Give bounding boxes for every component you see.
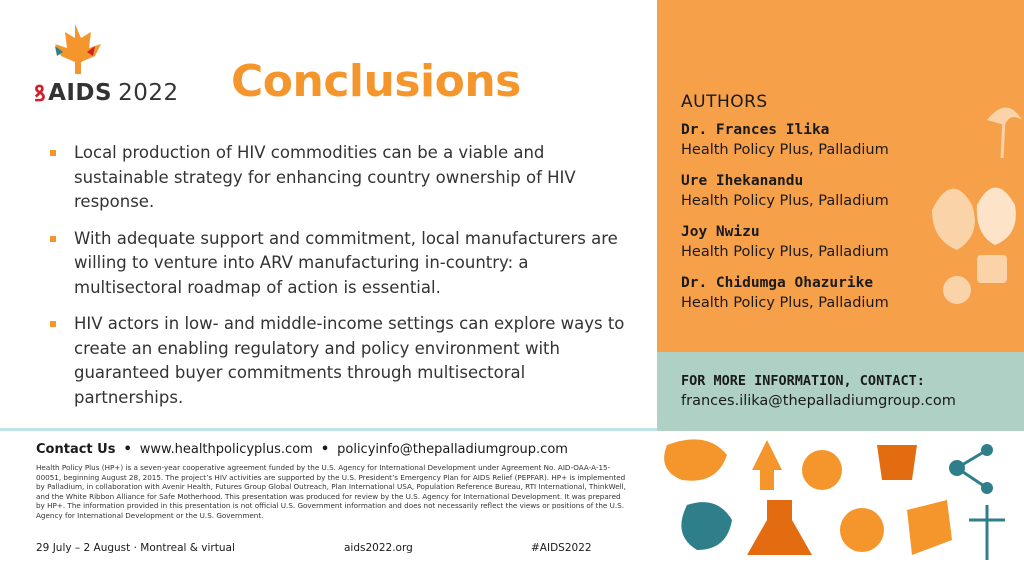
author-entry [681, 273, 889, 313]
author-org: Health Policy Plus, Palladium [681, 244, 889, 260]
cup-icon [877, 445, 917, 480]
logo-year: 2022 [118, 80, 179, 106]
author-entry [681, 120, 889, 160]
divider [0, 428, 657, 431]
list-item [48, 141, 638, 215]
aids-2022-logo [34, 78, 179, 108]
globe-icon [802, 450, 842, 490]
contact-label: Contact Us [36, 442, 116, 457]
box-decor [977, 255, 1007, 283]
footer-site-link[interactable]: aids2022.org [344, 542, 413, 554]
author-org: Health Policy Plus, Palladium [681, 295, 889, 311]
circle-decor [943, 276, 971, 304]
author-org: Health Policy Plus, Palladium [681, 142, 889, 158]
separator-dot: • [123, 442, 132, 457]
contact-line [36, 442, 568, 457]
separator-dot: • [320, 442, 330, 457]
red-ribbon-icon: ꝸ [34, 82, 47, 107]
list-item-text: HIV actors in low- and middle-income settings can explore ways to create an enabling regulatory and policy environment with guaranteed buyer commitments through multisectoral partnerships. [74, 314, 625, 407]
more-info-email-link[interactable]: frances.ilika@thepalladiumgroup.com [681, 393, 956, 409]
bullet-square-icon [50, 236, 56, 242]
footer-dates: 29 July – 2 August · Montreal & virtual [36, 542, 235, 554]
author-entry [681, 171, 889, 211]
logo-brand: AIDS [48, 80, 113, 106]
list-item [48, 312, 638, 410]
bullet-square-icon [50, 150, 56, 156]
email-link[interactable]: policyinfo@thepalladiumgroup.com [337, 442, 568, 457]
umbrella-handle [1002, 118, 1004, 158]
conclusions-list [48, 141, 638, 422]
disclaimer-text: Health Policy Plus (HP+) is a seven-year cooperative agreement funded by the U.S. Agency for International Development under Agreement No. AID-OAA-A-15-00051, beginning August 28, 2015. The project’s HIV activities are supported by the U.S. President’s Emergency Plan for AIDS Relief (PEPFAR). HP+ is implemented by Palladium, in collaboration with Avenir Health, Futures Group Global Outreach, Plan International USA, Population Reference Bureau, RTI International, ThinkWell, and the White Ribbon Alliance for Safe Motherhood. This presentation was produced for review by the U.S. Agency for International Development. It was prepared by HP+. The information provided in this presentation is not official U.S. Government information and does not necessarily reflect the views or positions of the U.S. Agency for International Development or the U.S. Government. [36, 463, 626, 520]
author-name: Dr. Chidumga Ohazurike [681, 275, 874, 291]
authors-heading: AUTHORS [681, 92, 768, 112]
author-name: Dr. Frances Ilika [681, 122, 830, 138]
head-icon [840, 508, 884, 552]
bullet-square-icon [50, 321, 56, 327]
author-entry [681, 222, 889, 262]
author-org: Health Policy Plus, Palladium [681, 193, 889, 209]
list-item-text: With adequate support and commitment, local manufacturers are willing to venture into ARV manufacturing in-country: a multisectoral roadmap of action is essential. [74, 228, 618, 297]
more-info-box [657, 352, 1024, 431]
flame-icon [932, 189, 975, 250]
flame-icon-2 [977, 188, 1016, 246]
more-info-heading: FOR MORE INFORMATION, CONTACT: [681, 373, 925, 389]
list-item-text: Local production of HIV commodities can be a viable and sustainable strategy for enhancing country ownership of HIV response. [74, 143, 576, 211]
footer-hashtag: #AIDS2022 [531, 542, 592, 554]
website-link[interactable]: www.healthpolicyplus.com [139, 442, 313, 457]
list-item [48, 227, 638, 301]
author-name: Ure Ihekanandu [681, 173, 804, 189]
page-title: Conclusions [231, 56, 521, 107]
author-name: Joy Nwizu [681, 224, 760, 240]
